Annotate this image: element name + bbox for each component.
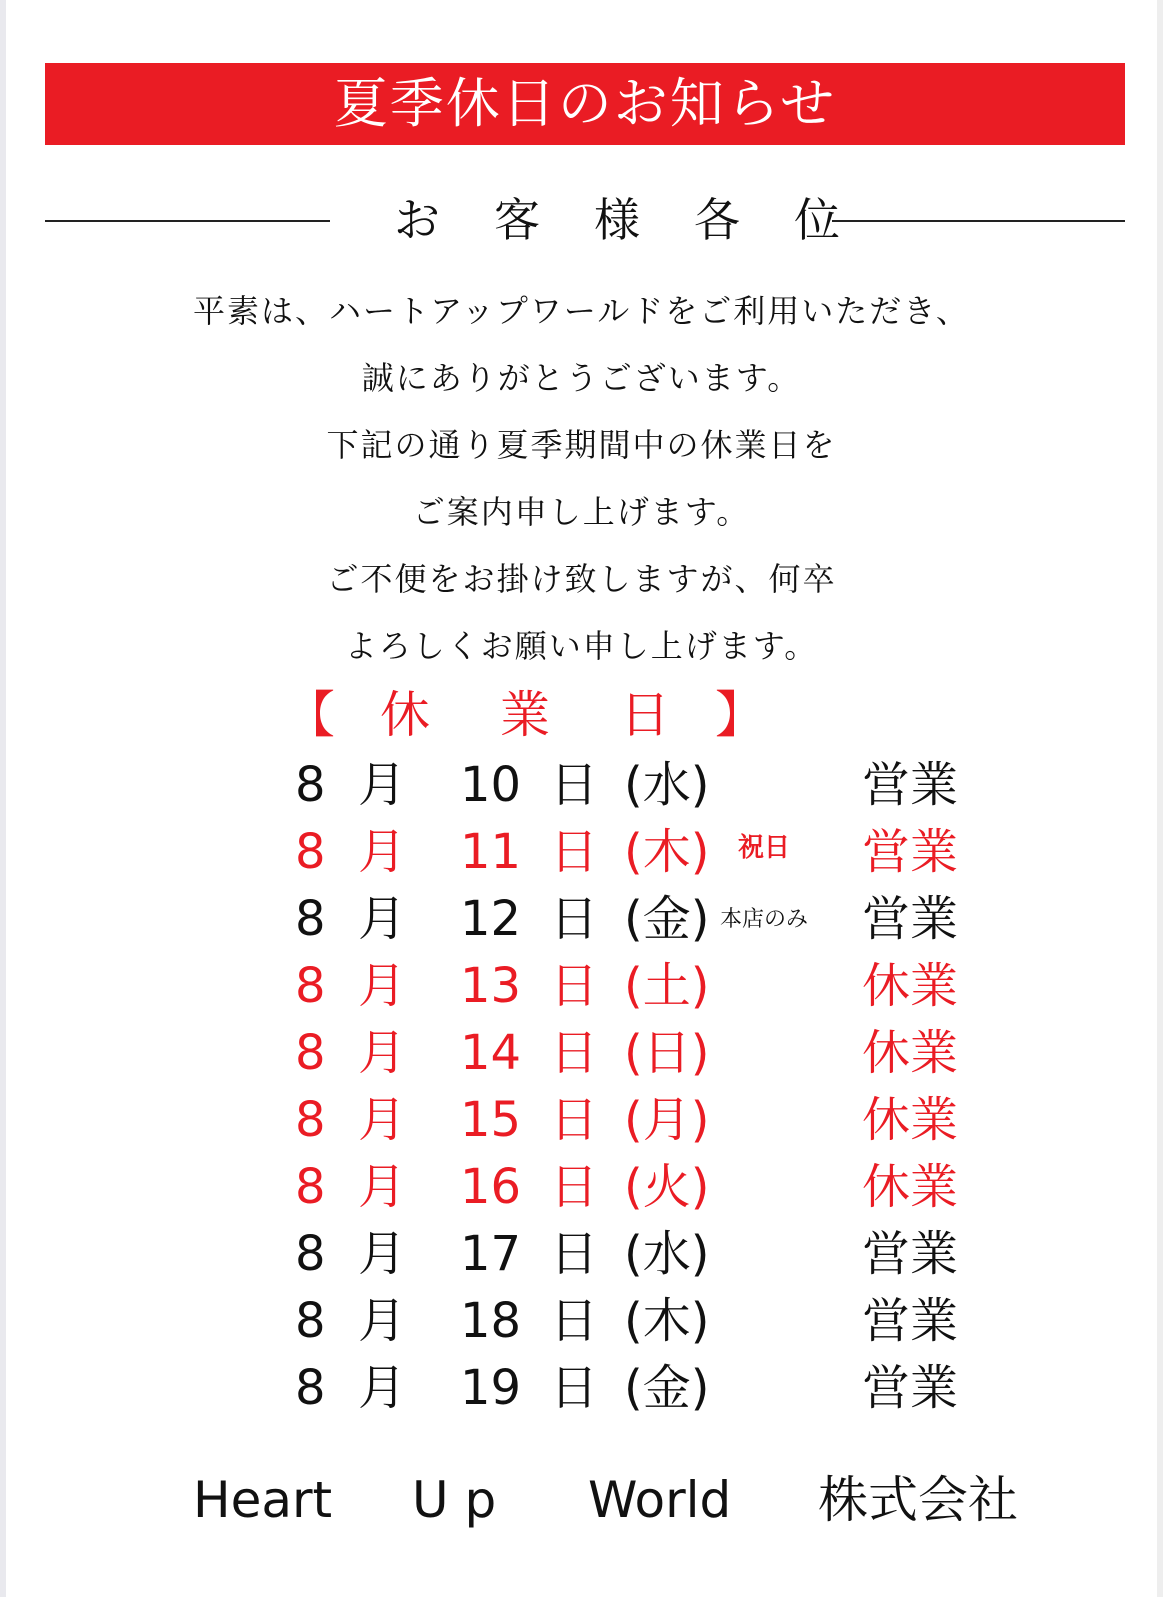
heading-char: 休 [380,686,430,744]
body-line: ご不便をお掛け致しますが、何卒 [326,560,837,598]
body-line: よろしくお願い申し上げます。 [344,627,819,665]
month-unit: 月 [358,1360,407,1416]
month-unit: 月 [358,958,407,1014]
schedule-row [0,1087,1163,1154]
month-unit: 月 [358,1025,407,1081]
day-unit: 日 [550,1025,599,1081]
schedule-row [0,886,1163,953]
day-unit: 日 [550,824,599,880]
company-word: Heart [193,1471,333,1529]
schedule-row [0,819,1163,886]
schedule-row [0,1154,1163,1221]
schedule-row [0,1221,1163,1288]
day-unit: 日 [550,1226,599,1282]
day-note: 本店のみ [720,907,809,932]
weekday: (木) [624,1293,710,1349]
month-unit: 月 [358,757,407,813]
day-number: 14 [460,1025,522,1081]
day-note: 祝日 [738,833,791,863]
business-status: 休業 [862,1092,959,1148]
month-number: 8 [295,757,326,813]
schedule-row [0,953,1163,1020]
month-unit: 月 [358,891,407,947]
schedule-row [0,1020,1163,1087]
title-banner [45,63,1125,145]
body-line: ご案内申し上げます。 [412,493,751,531]
day-unit: 日 [550,1092,599,1148]
month-number: 8 [295,1293,326,1349]
day-number: 12 [460,891,522,947]
day-number: 10 [460,757,522,813]
schedule-row [0,752,1163,819]
month-unit: 月 [358,1092,407,1148]
closed-days-heading [285,680,805,750]
business-status: 営業 [862,757,959,813]
weekday: (木) [624,824,710,880]
month-number: 8 [295,1360,326,1416]
day-number: 16 [460,1159,522,1215]
heading-close-bracket: 】 [715,686,765,744]
divider-left [45,220,330,222]
body-line: 平素は、ハートアップワールドをご利用いただき、 [193,292,970,330]
company-word: 株式会社 [818,1471,1018,1529]
month-number: 8 [295,1092,326,1148]
day-unit: 日 [550,958,599,1014]
company-word: U p [412,1471,497,1529]
heading-char: 日 [620,686,670,744]
day-number: 17 [460,1226,522,1282]
business-status: 営業 [862,1360,959,1416]
month-unit: 月 [358,824,407,880]
weekday: (日) [624,1025,710,1081]
weekday: (水) [624,757,710,813]
month-number: 8 [295,824,326,880]
weekday: (金) [624,1360,710,1416]
heading-char: 業 [500,686,550,744]
day-number: 19 [460,1360,522,1416]
business-status: 休業 [862,1025,959,1081]
schedule-row [0,1355,1163,1422]
notice-body [0,278,1163,680]
business-status: 休業 [862,958,959,1014]
schedule-row [0,1288,1163,1355]
salutation: お客様各位 [394,193,894,247]
month-unit: 月 [358,1226,407,1282]
company-word: World [588,1471,732,1529]
day-unit: 日 [550,757,599,813]
body-line: 誠にありがとうございます。 [361,359,802,397]
page-title: 夏季休日のお知らせ [333,72,837,135]
weekday: (金) [624,891,710,947]
day-unit: 日 [550,891,599,947]
company-name [0,1460,1163,1540]
day-number: 18 [460,1293,522,1349]
heading-open-bracket: 【 [285,686,335,744]
weekday: (水) [624,1226,710,1282]
business-status: 営業 [862,1293,959,1349]
weekday: (月) [624,1092,710,1148]
month-number: 8 [295,1226,326,1282]
business-status: 営業 [862,891,959,947]
body-line: 下記の通り夏季期間中の休業日を [326,426,837,464]
day-number: 15 [460,1092,522,1148]
salutation-row [45,185,1125,255]
day-number: 13 [460,958,522,1014]
month-unit: 月 [358,1293,407,1349]
month-unit: 月 [358,1159,407,1215]
business-status: 休業 [862,1159,959,1215]
schedule-list [0,752,1163,1422]
weekday: (土) [624,958,710,1014]
day-unit: 日 [550,1159,599,1215]
day-number: 11 [460,824,522,880]
day-unit: 日 [550,1360,599,1416]
month-number: 8 [295,958,326,1014]
divider-right [832,220,1125,222]
month-number: 8 [295,1025,326,1081]
month-number: 8 [295,891,326,947]
business-status: 営業 [862,824,959,880]
business-status: 営業 [862,1226,959,1282]
weekday: (火) [624,1159,710,1215]
day-unit: 日 [550,1293,599,1349]
month-number: 8 [295,1159,326,1215]
